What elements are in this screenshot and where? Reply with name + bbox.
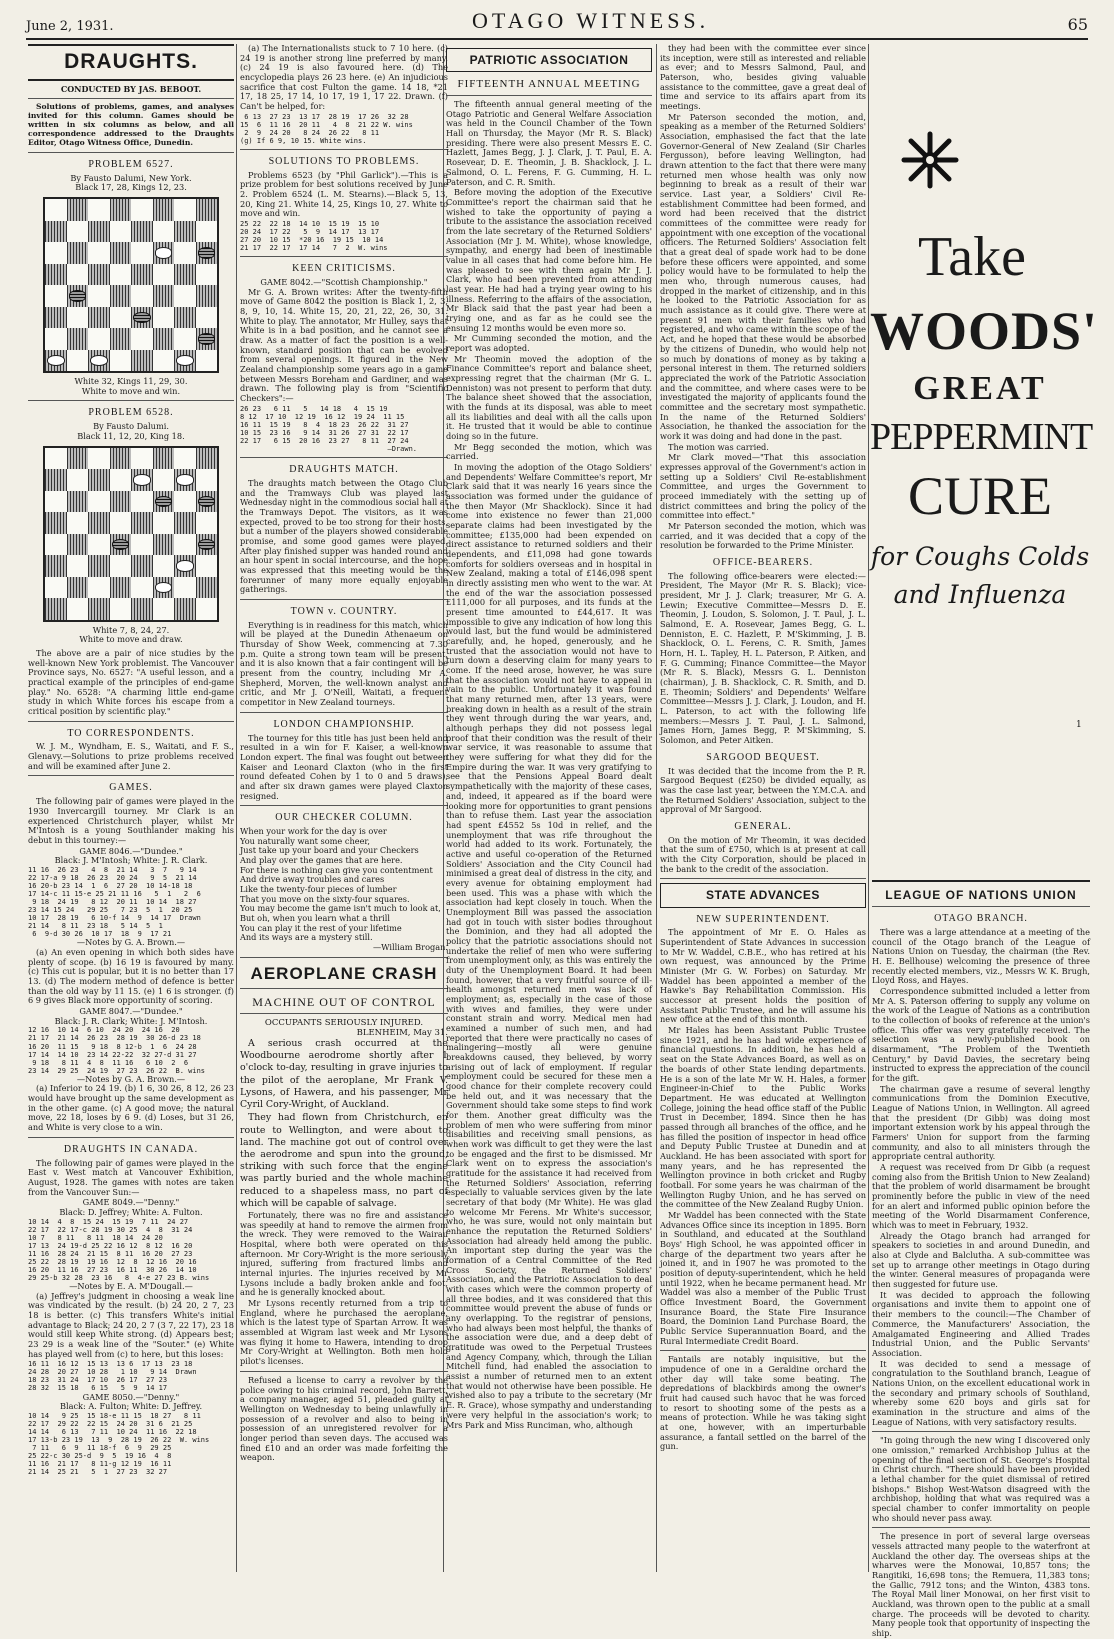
board-square — [131, 512, 153, 534]
column-4 — [660, 44, 866, 1572]
draughts-match-text: The draughts match between the Otago Club and the Tramways Club was played last Wednesday night in the commodious social hall at the Tramways Depot. The visitors, as it was expected, proved to be too strong for their hosts, but a number of the players showed considerable promise, and some good games were played. After play finished supper was handed round and an hour spent in social intercourse, and the hope was expressed that this meeting would be the forerunner of many more equally enjoyable gatherings. — [240, 477, 448, 595]
patriotic-paragraph: Mr Cumming seconded the motion, and the report was adopted. — [446, 333, 652, 353]
game-8047-notes-title: —Notes by G. A. Brown.— — [76, 1073, 186, 1084]
masthead — [26, 10, 1088, 40]
board-square — [45, 598, 67, 620]
board-square — [131, 448, 153, 470]
town-country-text: Everything is in readiness for this match, which will be played at the Dunedin Athenaeum on Thursday of Show Week, commencing at 7.30 p.m. Quite a strong town team will be present, and it is also known that a fair contingent will be present from the country, including Mr A. Shepherd, Morven, the well-known analyst and critic, and Mr J. O'Neill, Waitati, a frequent competitor in New Zealand tourneys. — [240, 619, 448, 708]
board-square — [45, 285, 67, 307]
board-square — [110, 264, 132, 286]
board-square — [67, 512, 89, 534]
fantail-item: Fantails are notably inquisitive, but the impudence of one in a Geraldine orchard the other day will take some beating. The depredations of blackbirds among the owner's fruit had caused such havoc that he was forced to resort to shooting some of the pests as a means of protection. While he was taking sight at one, however, with an imperturbable assurance, a fantail settled on the barrel of the gun. — [660, 1354, 866, 1452]
ad-mark: 1 — [1076, 720, 1082, 730]
games-title: GAMES. — [109, 782, 153, 794]
board-square — [67, 285, 89, 307]
board-square — [110, 512, 132, 534]
column-rule — [236, 44, 237, 1572]
board-square — [45, 350, 67, 372]
board-square — [153, 350, 175, 372]
board-square — [110, 491, 132, 513]
draughts-conductor: CONDUCTED BY JAS. BEBOOT. — [60, 83, 202, 94]
divider — [240, 957, 448, 958]
game-8050-moves: 10 14 9 25 15 18-e 11 15 18 27 8 11 22 17 29 22 22 15 24 20 31 6 21 25 14 14 6 13 7 11 10 24 11 16 22 18 17 13-b 23 19 13 9 28 19 26 22 W. wins 7 11 6 9 11 18-f 6 9 29 25 25 22-c 30 25-d 9 5 19 16 4 8 11 16 21 17 8 11-g 12 19 16 11 21 14 25 21 5 1 27 23 32 27 — [28, 1411, 210, 1477]
game-notes-moves: 6 13 27 23 13 17 28 19 17 26 32 28 15 6 11 16 20 11 4 8 21 22 W. wins 2 9 24 20 8 24 26 22 8 11 (g) If 6 9, 10 15. White wins. — [240, 112, 413, 145]
patriotic-paragraph: Mr Clark moved—"That this association expresses approval of the Government's action in setting up a Soldiers' Civil Re-establishment Committee, and urges the Government to proceed immediately with the setting up of district committees and bring the policy of the committee into effect." — [660, 452, 866, 521]
divider — [872, 880, 1090, 882]
board-square — [67, 242, 89, 264]
board-square — [110, 307, 132, 329]
board-square — [174, 242, 196, 264]
board-square — [110, 199, 132, 221]
london-title: LONDON CHAMPIONSHIP. — [273, 718, 415, 730]
patriotic-paragraph: The motion was carried. — [668, 441, 769, 452]
board-square — [88, 448, 110, 470]
board-square — [174, 598, 196, 620]
board-square — [174, 534, 196, 556]
board-square — [88, 491, 110, 513]
issue-date: June 2, 1931. — [26, 19, 114, 34]
board-square — [196, 307, 218, 329]
draughts-heading: DRAUGHTS. — [28, 44, 234, 81]
game-8049-extra-moves: 16 11 16 12 15 13 13 6 17 13 23 18 24 28 20 27 10 28 1 10 9 14 Drawn 18 23 31 24 17 10 26 17 27 23 28 32 15 18 6 15 5 9 14 17 — [28, 1360, 197, 1393]
patriotic-paragraph: they had been with the committee ever since its inception, were still as interested and reliable as ever; and to Messrs Salmond, Paul, and Paterson, who, besides giving valuable assistance to the committee, gave a great deal of time and service to its affairs apart from its meetings. — [660, 43, 866, 112]
poem-title: OUR CHECKER COLUMN. — [275, 812, 413, 824]
game-8046-notes-title: —Notes by G. A. Brown.— — [76, 937, 186, 948]
divider — [872, 1431, 1090, 1432]
white-piece — [133, 474, 151, 486]
board-square — [153, 242, 175, 264]
board-square — [131, 285, 153, 307]
board-square — [110, 448, 132, 470]
patriotic-paragraph: Mr Theomin moved the adoption of the Finance Committee's report and balance sheet, expressing regret that the chairman (Mr G. L. Denniston) was not present to perform that duty. The balance sheet showed that the association, with the funds at its disposal, was able to meet all its liabilities and deal with all the calls upon it. He trusted that it would be able to continue doing so in the future. — [446, 353, 652, 441]
board-square — [88, 534, 110, 556]
divider — [240, 1013, 448, 1014]
board-square — [131, 598, 153, 620]
general-title: GENERAL. — [734, 820, 792, 832]
board-square — [131, 328, 153, 350]
divider — [240, 1371, 448, 1372]
board-square — [131, 491, 153, 513]
patriotic-paragraph: The fifteenth annual general meeting of the Otago Patriotic and General Welfare Association was held in the Council Chamber of the Town Hall on Thursday, the Mayor (Mr R. S. Black) presiding. There were also present Messrs E. C. Hazlett, James Begg, J. J. Clark, J. T. Paul, E. A. Rosevear, D. E. Theomin, J. B. Shacklock, J. L. Salmond, O. L. Ferens, F. G. Cumming, H. L. Paterson, and C. R. Smith. — [446, 99, 652, 187]
board-square — [196, 328, 218, 350]
white-piece — [47, 355, 65, 367]
sargood-title: SARGOOD BEQUEST. — [706, 751, 820, 763]
crash-dateline: BLENHEIM, May 31. — [356, 1028, 448, 1038]
divider — [28, 775, 234, 776]
keen-criticisms-title: KEEN CRITICISMS. — [292, 263, 396, 275]
board-square — [153, 469, 175, 491]
board-square — [131, 350, 153, 372]
board-square — [88, 264, 110, 286]
board-square — [88, 242, 110, 264]
problem-6527-board — [43, 197, 219, 373]
problem-6528-white: White 7, 8, 24, 27. — [92, 624, 170, 635]
problem-6527-black: Black 17, 28, Kings 12, 23. — [75, 182, 187, 193]
board-square — [45, 555, 67, 577]
ad-tagline-1: for Coughs Colds — [870, 542, 1090, 571]
board-square — [131, 307, 153, 329]
crash-paragraph: Mr Lysons recently returned from a trip to England, where he purchased the aeroplane, which is the latest type of Spartan Arrow. It was assembled at Wigram last week and Mr Lysons was flying it home to Hawera, intending to drop Mr Cory-Wright at Wellington. Both men hold pilot's licenses. — [240, 1298, 448, 1367]
board-square — [45, 242, 67, 264]
game-8046-title: GAME 8046.—"Dundee." — [79, 845, 183, 856]
board-square — [110, 221, 132, 243]
board-square — [196, 469, 218, 491]
office-bearers-text: The following office-bearers were elected:—President, The Mayor (Mr R. S. Black); vice-president, Mr J. J. Clark; treasurer, Mr G. A. Lewin; Executive Committee—Messrs D. E. Theomin, J. Loudon, S. Solomon, J. T. Paul, J. L. Salmond, E. A. Rosevear, James Begg, G. L. Denniston, E. C. Hazlett, P. M'Skimming, J. B. Shacklock, O. L. Ferens, C. R. Smith, James Horn, H. L. Tapley, H. L. Paterson, P. Aitken, and F. G. Cumming; Finance Committee—the Mayor (Mr R. S. Black), Messrs G. L. Denniston (chairman), J. B. Shacklock, C. R. Smith, and D. E. Theomin; Soldiers' and Dependents' Welfare Committee—Messrs J. J. Clark, J. Loudon, and H. L. Paterson, to act with the following life members:—Messrs J. T. Paul, J. L. Salmond, James Horn, James Begg, P. M'Skimming, S. Solomon, and Peter Aitken. — [660, 570, 866, 746]
league-paragraph: A request was received from Dr Gibb (a request coming also from the British Union to New Zealand) that the problem of world disarmament be brought prominently before the public in view of the need for an alert and informed public opinion before the meeting of the World Disarmament Conference, which was to meet in February, 1932. — [872, 1162, 1090, 1231]
divider — [240, 149, 448, 150]
game-8049-players: Black: D. Jeffrey; White: A. Fulton. — [59, 1206, 203, 1217]
board-square — [45, 221, 67, 243]
problems-note: The above are a pair of nice studies by the well-known New York problemist. The Vancouver Province says, No. 6527: "A useful lesson, and a practical example of the principles of end-game play." No. 6528: "A charming little end-game study in which White forces his escape from a critical position by scientific play." — [28, 647, 234, 716]
board-square — [45, 469, 67, 491]
ad-take: Take — [918, 226, 1027, 288]
board-square — [67, 448, 89, 470]
board-square — [88, 555, 110, 577]
board-square — [88, 285, 110, 307]
board-square — [174, 264, 196, 286]
board-square — [196, 555, 218, 577]
ad-peppermint: PEPPERMINT — [870, 416, 1093, 458]
shipping-item: The presence in port of several large overseas vessels attracted many people to the waterfront at Auckland the other day. The overseas ships at the wharves were the Monowai, 10,857 tons; the Rangitiki, 16,698 tons; the Remuera, 11,383 tons; the Gallic, 7912 tons; and the Winton, 4383 tons. The Royal Mail liner Monowai, on her first visit to Auckland, was thrown open to the public at a small charge. The proceeds will be devoted to charity. Many people took that opportunity of inspecting the ship. — [872, 1531, 1090, 1638]
ad-tagline-2: and Influenza — [893, 580, 1067, 609]
state-advances-paragraph: Mr Hales has been Assistant Public Trustee since 1921, and he has had wide experience of financial questions. In addition, he has held a seat on the State Advances Board, as well as on the boards of other State lending departments. He is a son of the late Mr W. H. Hales, a former Engineer-in-Chief to the Public Works Department. He was educated at Wellington College, joining the head office staff of the Public Trust in December, 1894. Since then he has passed through all branches of the office, and he has filled the position of inspector in head office and Deputy Public Trustee at Dunedin and at Auckland. He has been associated with sport for many years, and he has represented the Wellington province in both cricket and Rugby football. For some years he was chairman of the Wellington Rugby Union, and he has served on the committee of the New Zealand Rugby Union. — [660, 1025, 866, 1210]
board-square — [153, 448, 175, 470]
game-8049-title: GAME 8049.—"Denny." — [82, 1197, 180, 1208]
league-subheading: OTAGO BRANCH. — [934, 913, 1028, 925]
divider — [28, 1137, 234, 1138]
board-square — [45, 199, 67, 221]
newspaper-title: OTAGO WITNESS. — [472, 8, 710, 33]
board-square — [88, 221, 110, 243]
board-square — [174, 448, 196, 470]
black-piece — [133, 312, 151, 324]
board-square — [174, 199, 196, 221]
board-square — [67, 491, 89, 513]
problem-6527-task: White to move and win. — [81, 385, 181, 396]
game-8049-notes-title: —Notes by E. A. M'Dougall.— — [69, 1280, 193, 1291]
board-square — [110, 598, 132, 620]
board-square — [88, 350, 110, 372]
game-8050-title: GAME 8050.—"Denny." — [82, 1391, 180, 1402]
board-square — [110, 469, 132, 491]
board-square — [174, 350, 196, 372]
board-square — [110, 534, 132, 556]
town-country-title: TOWN v. COUNTRY. — [290, 605, 398, 617]
solutions-title: SOLUTIONS TO PROBLEMS. — [268, 155, 420, 167]
divider — [446, 95, 652, 96]
black-piece — [198, 333, 216, 345]
london-text: The tourney for this title has just been held and resulted in a win for F. Kaiser, a well-known London expert. The final was fought out between Kaiser and Leonard Claxton (who in the first round defeated Cohen by 1 to 0 and 5 draws), and after six drawn games were played Claxton resigned. — [240, 732, 448, 801]
draughts-column — [28, 44, 234, 1572]
league-paragraph: Already the Otago branch had arranged for speakers to societies in and around Dunedin, and also at Clyde and Balclutha. A sub-committee was set up to arrange other meetings in Otago during the winter. General measures of propaganda were then suggested for future use. — [872, 1230, 1090, 1290]
patriotic-subheading: FIFTEENTH ANNUAL MEETING — [457, 78, 641, 91]
draughts-intro: Solutions of problems, games, and analyses invited for this column. Games should be written in six columns as below, and all correspondence addressed to the Draughts Editor, Otago Witness Office, Dunedin. — [28, 102, 234, 148]
patriotic-paragraph: In moving the adoption of the Otago Soldiers' and Dependents' Welfare Committee's report, Mr Clark said that it was nearly 16 years since the association was formed under the guidance of the then Mayor (Mr Shacklock). Since it had come into existence no fewer than 21,000 separate claims had been investigated by the committee; £135,000 had been expended on direct assistance to returned soldiers and their dependents, and £11,098 had gone towards comforts for soldiers overseas and in hospital in New Zealand, making a total of £146,098 spent in directly assisting men who went to the war. At the end of the war the association possessed £111,000 for all purposes, and its funds at the present time amounted to £44,617. It was impossible to give any indication of how long this would last, but the fund would be administered carefully, and, he hoped, generously, and he trusted that the association would not have to turn down a deserving claim for many years to come. If the need arose, however, he was sure that the association would not have to appeal in vain to the public. Unfortunately it was found that many returned men, after 13 years, were breaking down in health as a result of the strain they went through during the war years, and, although perhaps they did not possess legal proof that their condition was the result of their war service, it was reasonable to assume that they were suffering for what they did for the Empire during the war. It was very gratifying to see that the Pensions Appeal Board dealt sympathetically with the majority of these cases, and, indeed, it appeared as if the board were looking more for opportunities to grant pensions than to refuse them. Last year the association had spent £4552 5s 10d in relief, and the unemployment that was rife throughout the world had added to its work. Fortunately, the active and useful co-operation of the Returned Soldiers' Association and the City Council had minimised a great deal of distress in the city, and every avenue for obtaining employment had been used. This was a phase with which the association had kept closely in touch. When the Unemployment Bill was passed the association had got in touch with sister bodies throughout the Dominion, and they had all adopted the policy that the patriotic associations should not undertake the relief of men who were suffering from unemployment only, as this was entirely the duty of the Unemployment Board. It had been found, however, that a very fruitful source of ill-health amongst returned men was lack of employment; as, especially in the case of those with wives and families, they were under constant strain and worry. Medical men had examined a number of such men, and had reported that there were practically no cases of malingering—mostly all were genuine breakdowns caused, they believed, by worry arising out of lack of employment. If regular employment could be secured for these men a good chance for their complete recovery could be held out, and it was necessary that the Government should take some steps to find work for them. Another great difficulty was the problem of men who were suffering from minor disabilities and receiving small pensions, as when work was difficult to get they were the last to be engaged and the first to be dismissed. Mr Clark went on to express the association's gratitude for the assistance it had received from the Returned Soldiers' Association, referring especially to valuable services given by the late secretary of that body (Mr White). He was glad to welcome Mr Ferens. Mr White's successor, who, he was sure, would not only maintain but enhance the reputation the Returned Soldiers' Association had already held among the public. An important step during the year was the formation of a Central Committee of the Red Cross Society, the Returned Soldiers' Association, and the Patriotic Association to deal with cases which were the common property of all three bodies, and it was considered that this committee would prevent the abuse of funds or any overlapping. To the registrar of pensions, who had always been most helpful, the thanks of the association were due, and a deep debt of gratitude was owed to the Perpetual Trustees and Agency Company, which, through the Lilian Mitchell fund, had enabled the association to assist a number of returned men to an extent that would not otherwise have been possible. He wished also to pay a tribute to the secretary (Mr E. R. Grace), whose sympathy and understanding were very helpful in the association's work; to Mrs Park and Miss Runciman, who, although — [446, 461, 652, 1430]
board-square — [110, 242, 132, 264]
board-square — [196, 512, 218, 534]
black-piece — [155, 496, 173, 508]
game-8047-moves: 12 16 10 14 6 10 24 20 24 16 20 21 17 21 14 26 23 28 19 30 26-d 23 18 16 20 11 15 9 18 8 12-b 1 6 24 28 17 14 14 10 23 14 22-22 32 27-d 31 27 9 18 8 11 4 8 11 16 6 10 2 6 23 14 29 25 24 19 27 23 26 22 B. wins — [28, 1026, 206, 1075]
league-headline: LEAGUE OF NATIONS UNION — [885, 888, 1077, 902]
board-square — [153, 328, 175, 350]
board-square — [196, 598, 218, 620]
sargood-text: It was decided that the income from the P. R. Sargood Bequest (£250) be divided equally, as was the case last year, between the Y.M.C.A. and the Returned Soldiers' Association, subject to the approval of Mr Sargood. — [660, 765, 866, 815]
board-square — [153, 264, 175, 286]
board-square — [174, 555, 196, 577]
board-square — [196, 285, 218, 307]
keen-criticisms-text: Mr G. A. Brown writes: After the twenty-fifth move of Game 8042 the position is Black 1, 2, 3, 8, 9, 10, 14. White 15, 20, 21, 22, 26, 30, 31. White to play. The annotator, Mr Hulley, says that White is in a bad position, and he cannot see a draw. As a matter of fact the position is a well-known, standard position that can be evolved from several openings. It figured in the New Zealand championship some years ago in a game between Messrs Boreham and Gardiner, and was drawn. The following play is from "Scientific Checkers":— — [240, 286, 448, 404]
game-8049-moves: 10 14 4 8 15 24 15 19 7 11 24 27 22 17 22 17-c 28 19 30 25 4 8 31 24 10 7 8 11 8 11 18 14 24 20 17 13 24 19-d 25 22 16 12 8 12 16 20 11 16 28 24 21 15 8 11 16 20 27 23 25 22 28 19 19 16 12 8 12 16 20 16 16 20 11 16 27 23 16 11 30 26 14 10 29 25-b 32 28 23 16 8 4-e 27 23 B. wins — [28, 1217, 210, 1282]
crash-paragraph: Fortunately, there was no fire and assistance was speedily at hand to remove the airmen from the wreck. They were removed to the Wairau Hospital, where both were operated on this afternoon. Mr Cory-Wright is the more seriously injured, suffering from fractured limbs and internal injuries. The injuries received by Mr Lysons include a badly broken ankle and foot, and he is generally knocked about. — [240, 1210, 448, 1298]
problem-6528-title: PROBLEM 6528. — [88, 407, 174, 419]
board-square — [67, 221, 89, 243]
divider — [872, 906, 1090, 907]
league-paragraph: The chairman gave a resume of several lengthy communications from the Dominion Executive, League of Nations Union, in Wellington. All agreed that the president (Dr Gibb) was doing most important extension work by his appeal through the Farmers' Union for support from the farming community, and also to all ministers through the appropriate central authority. — [872, 1083, 1090, 1162]
board-square — [45, 534, 67, 556]
board-square — [153, 491, 175, 513]
board-square — [131, 221, 153, 243]
league-paragraph: Correspondence submitted included a letter from Mr A. S. Paterson offering to supply any volume on the work of the League of Nations as a contribution to the collection of books of reference at the union's office. This offer was very gratefully received. The selection was a newly-published book on disarmament, "The Problem of the Twentieth Century," by David Davies, the secretary being instructed to express the appreciation of the council for the gift. — [872, 985, 1090, 1084]
divider — [240, 988, 448, 989]
board-square — [174, 469, 196, 491]
keen-criticisms-game: GAME 8042.—"Scottish Championship." — [260, 277, 428, 288]
board-square — [45, 491, 67, 513]
state-advances-headline: STATE ADVANCES — [660, 883, 866, 907]
games-intro: The following pair of games were played in the 1930 Invercargill tourney. Mr Clark is an experienced Christchurch player, whilst Mr M'Intosh is a young Southlander making his debut in this tourney:— — [28, 796, 234, 845]
patriotic-paragraph: Before moving the adoption of the Executive Committee's report the chairman said that he wished to take the opportunity of paying a tribute to the assistance the association received from the late secretary of the Returned Soldiers' Association (Mr J. M. White), whose knowledge, sympathy, and energy had been of inestimable value in all cases that had come before him. He was pleased to see with them again Mr J. J. Clark, who had been prevented from attending last year. He had had a trying year owing to his illness. Referring to the affairs of the association, Mr Black said that the past year had been a trying one, and as far as he could see the ensuing 12 months would be even more so. — [446, 187, 652, 333]
problem-6528-black: Black 11, 12, 20, King 18. — [77, 430, 185, 441]
board-square — [153, 577, 175, 599]
state-advances-subheading: NEW SUPERINTENDENT. — [696, 913, 830, 925]
correspondents-title: TO CORRESPONDENTS. — [67, 727, 195, 739]
board-square — [45, 307, 67, 329]
board-square — [131, 555, 153, 577]
black-piece — [198, 496, 216, 508]
problem-6527-author: By Fausto Dalumi, New York. — [70, 172, 192, 183]
board-square — [131, 199, 153, 221]
office-bearers-title: OFFICE-BEARERS. — [712, 556, 814, 568]
board-square — [131, 242, 153, 264]
woods-peppermint-advertisement — [870, 110, 1099, 870]
problem-6527-white: White 32, Kings 11, 29, 30. — [74, 376, 188, 387]
white-piece — [176, 355, 194, 367]
ad-woods: WOODS' — [870, 301, 1099, 361]
board-square — [131, 469, 153, 491]
board-square — [131, 264, 153, 286]
board-square — [196, 221, 218, 243]
game-8046-moves: 11 16 26 23 4 8 21 14 3 7 9 14 22 17-a 9 18 26 23 20 24 9 5 21 14 16 20-b 23 14 1 6 27 20 10 14-18 18 17 14-c 11 15-e 25 21 11 16 5 1 2 6 9 18 24 19 8 12 20 11 10 14 18 27 23 14 15 24 29 25 7 23 5 1 20 25 10 17 28 19 6 10-f 14 9 14 17 Drawn 21 14 8 11 23 18 5 14 5 1 6 9-d 30 26 10 17 18 9 17 21 — [28, 865, 201, 939]
board-square — [67, 350, 89, 372]
patriotic-paragraph: Mr Paterson seconded the motion, and, speaking as a member of the Returned Soldiers' Association, emphasised the fact that the late Governor-General of New Zealand (Sir Charles Fergusson), before leaving Wellington, had drawn attention to the fact that there were many returned men whose health was only now beginning to break as a result of their war service. Last year, a Soldiers' Civil Re-establishment Committee had been formed, and word had been received that the district committees of the committee were ready for appointment with one exception of the vocational officers. The Returned Soldiers' Association felt that a great deal of spade work had to be done before these officers were appointed, and some policy would have to be formulated to help the men who, through numerous causes, had dropped in the market of citizenship, and in this he looked to the Patriotic Association for as much assistance as it could give. There were at present 91 men with their families who had registered, and who came within the scope of the Act, and he hoped that these would be absorbed by the citizens of Dunedin, who would help not so much by donations of money as by taking a personal interest in them. The returned soldiers appreciated the work of the Patriotic Association and the committee, and where cases were to be investigated the majority of applicants found the committee and the secretary most sympathetic. In the name of the Returned Soldiers' Association, he thanked the association for the work it was doing and had done in the past. — [660, 111, 866, 441]
board-square — [110, 350, 132, 372]
draughts-match-title: DRAUGHTS MATCH. — [289, 464, 399, 476]
divider — [872, 1527, 1090, 1528]
game-8046-players: Black: J. M'Intosh; White: J. R. Clark. — [54, 855, 208, 866]
divider — [28, 721, 234, 722]
state-advances-paragraph: Mr Waddel has been connected with the State Advances Office since its inception in 1895. Born in Southland, and educated at the Southland Boys' High School, he was appointed officer in charge of the department two years after he joined it, and in 1907 he was promoted to the position of deputy-superintendent, which he held until 1922, when he became permanent head. Mr Waddel was also a member of the Public Trust Office Investment Board, the Government Insurance Board, the State Fire Insurance Board, the Dominion Land Purchase Board, the Public Service Superannuation Board, and the Rural Intermediate Credit Board. — [660, 1209, 866, 1346]
board-square — [196, 448, 218, 470]
board-square — [174, 285, 196, 307]
poem-author: —William Brogan. — [372, 942, 448, 953]
crash-headline: AEROPLANE CRASH — [250, 963, 438, 983]
problem-6528-author: By Fausto Dalumi. — [93, 421, 169, 432]
board-square — [196, 491, 218, 513]
divider — [240, 712, 448, 713]
black-piece — [198, 247, 216, 259]
board-square — [196, 242, 218, 264]
game-8047-notes: (a) Inferior to 24 19. (b) 1 6, 30 26, 8 12, 26 23 would have brought up the same development as in the other game. (c) A good move; the natural move, 22 18, loses by 6 9. (d) Loses, but 31 26, and White is very close to a win. — [28, 1083, 234, 1133]
board-square — [110, 285, 132, 307]
board-square — [153, 307, 175, 329]
board-square — [67, 577, 89, 599]
page-number: 65 — [1067, 15, 1088, 34]
board-square — [45, 512, 67, 534]
poem-text: When your work for the day is over You naturally want some cheer, Just take up your board and your Checkers And play over the games that are here. For there is nothing can give you contentment And drive away troubles and cares Like the twenty-four pieces of lumber That you move on the sixty-four squares. You may become the game isn't much to look at, But oh, when you learn what a thrill You can play it the rest of your lifetime And its ways are a mystery still. — [240, 826, 441, 943]
divider — [28, 152, 234, 153]
board-square — [110, 328, 132, 350]
ad-cure: CURE — [907, 466, 1053, 526]
board-square — [67, 264, 89, 286]
divider — [660, 1350, 866, 1351]
board-square — [67, 307, 89, 329]
board-square — [67, 199, 89, 221]
league-paragraph: It was decided to approach the following organisations and invite them to appoint one of their members to the council:—The Chamber of Commerce, the Manufacturers' Association, the Amalgamated Engineering and Allied Trades Industrial Union, and the Public Servants' Association. — [872, 1289, 1090, 1358]
ad-great: GREAT — [913, 370, 1047, 407]
board-square — [153, 199, 175, 221]
keen-criticisms-moves: 26 23 6 11 5 14 18 4 15 19 8 12 17 10 12 19 16 12 19 24 11 15 16 11 15 19 8 4 18 23 26 22 31 27 10 15 23 16 9 14 31 26 27 31 22 17 22 17 6 15 20 16 23 27 8 11 27 24 —Drawn. — [240, 404, 418, 453]
board-square — [196, 577, 218, 599]
league-paragraph: It was decided to send a message of congratulation to the Southland branch, League of Nations Union, on the excellent educational work in the secondary and primary schools of Southland, whereby some 620 boys and girls sat for examination in the structure and aims of the League of Nations, with very satisfactory results. — [872, 1358, 1090, 1427]
board-square — [45, 328, 67, 350]
board-square — [110, 577, 132, 599]
white-piece — [90, 355, 108, 367]
board-square — [174, 221, 196, 243]
black-piece — [69, 290, 87, 302]
crash-subheading-2: OCCUPANTS SERIOUSLY INJURED. — [264, 1017, 424, 1028]
board-square — [88, 512, 110, 534]
crash-paragraph: A serious crash occurred at the Woodbourne aerodrome shortly after 1 o'clock to-day, resulting in grave injuries to the pilot of the aeroplane, Mr Frank V. Lysons, of Hawera, and his passenger, Mr Cyril Cory-Wright, of Auckland. — [240, 1038, 448, 1111]
solutions-moves: 25 22 22 18 14 10 15 19 15 10 20 24 17 22 5 9 14 17 13 17 27 20 10 15 *20 16 19 15 10 14 21 17 22 17 17 14 7 2 W. wins — [240, 220, 388, 253]
board-square — [110, 555, 132, 577]
board-square — [196, 350, 218, 372]
divider — [240, 256, 448, 257]
board-square — [45, 448, 67, 470]
board-square — [153, 285, 175, 307]
divider — [240, 805, 448, 806]
league-paragraph: There was a large attendance at a meeting of the council of the Otago branch of the League of Nations Union on Tuesday, the chairman (the Rev. H. E. Bellhouse) welcoming the presence of three recently elected members, viz., Messrs W. K. Brugh, Lloyd Ross, and Hayes. — [872, 926, 1090, 986]
board-square — [131, 577, 153, 599]
board-square — [131, 534, 153, 556]
white-piece — [176, 474, 194, 486]
white-piece — [155, 582, 173, 594]
white-piece — [176, 560, 194, 572]
canada-title: DRAUGHTS IN CANADA. — [63, 1143, 199, 1155]
board-square — [45, 577, 67, 599]
black-piece — [198, 539, 216, 551]
board-square — [88, 469, 110, 491]
board-square — [88, 199, 110, 221]
game-notes-continued: (a) The Internationalists stuck to 7 10 here. (c) 24 19 is another strong line preferred by many. (c) 24 19 is also favoured here. (d) The encyclopedia plays 26 23 here. (e) An injudicious sacrifice that cost Fulton the game. 14 18, *21 17, 18 25, 17 14, 10 17, 19 1, 17 22. Drawn. (f) Can't be helped, for: — [240, 43, 448, 112]
board-square — [67, 598, 89, 620]
board-square — [45, 264, 67, 286]
game-8047-title: GAME 8047.—"Dundee." — [79, 1006, 183, 1017]
canada-intro: The following pair of games were played in the East v. West match at Vancouver Exhibition, August, 1928. The games with notes are taken from the Vancouver Sun:— — [28, 1157, 234, 1197]
column-2 — [240, 44, 448, 1572]
game-8050-players: Black: A. Fulton; White: D. Jeffrey. — [59, 1401, 203, 1412]
divider — [240, 457, 448, 458]
game-8046-notes: (a) An even opening in which both sides have plenty of scope. (b) 16 19 is favoured by many. (c) This cut is popular, but it is no better than 17 13. (d) The modern method of defence is better than the old way by 11 15. (e) 1 6 is stronger. (f) 6 9 gives Black more opportunity of scoring. — [28, 947, 234, 1006]
patriotic-headline: PATRIOTIC ASSOCIATION — [446, 48, 652, 72]
problem-6527-title: PROBLEM 6527. — [88, 158, 174, 170]
black-piece — [112, 539, 130, 551]
divider — [28, 400, 234, 401]
game-8047-players: Black: J. R. Clark; White: J. M'Intosh. — [54, 1015, 208, 1026]
divider — [28, 98, 234, 99]
column-3 — [446, 44, 652, 1572]
divider — [240, 599, 448, 600]
board-square — [88, 598, 110, 620]
correspondents-text: W. J. M., Wyndham, E. S., Waitati, and F. S., Glenavy.—Solutions to prize problems received and will be examined after June 2. — [28, 741, 234, 771]
board-square — [153, 598, 175, 620]
board-square — [153, 512, 175, 534]
board-square — [174, 512, 196, 534]
board-square — [174, 577, 196, 599]
solutions-text: Problems 6523 (by "Phil Garlick").—This is a prize problem for best solutions received by June 2. Problem 6524 (L. M. Stearns).—Black 5, 13, 20, King 21. White 14, 25, Kings 10, 27. White to move and win. — [240, 169, 448, 219]
game-8049-notes: (a) Jeffrey's judgment in choosing a weak line was vindicated by the result. (b) 24 20, 2 7, 23 18 is better. (c) This transfers White's initial advantage to Black; 24 20, 2 7 (3 7, 22 17), 23 18 would still keep White strong. (d) Appears best; 23 29 is a weak line of the "Souter." (e) White has played well from (c) to here, but this loses: — [28, 1290, 234, 1359]
archbishop-item: "In going through the new wing I discovered only one omission," remarked Archbishop Julius at the opening of the final section of St. George's Hospital in Christ church. "There should have been provided a lethal chamber for the quiet dismissal of retired bishops." Bishop West-Watson disagreed with the archbishop, holding that what was required was a special chamber to confer immortality on people who should never pass away. — [872, 1435, 1090, 1523]
crash-subheading: MACHINE OUT OF CONTROL — [252, 994, 436, 1009]
board-square — [153, 534, 175, 556]
board-square — [174, 328, 196, 350]
patriotic-paragraph: Mr Paterson seconded the motion, which was carried, and it was decided that a copy of the resolution be forwarded to the Prime Minister. — [660, 520, 866, 551]
board-square — [88, 577, 110, 599]
problem-6528-board — [43, 446, 219, 622]
patriotic-paragraph: Mr Begg seconded the motion, which was carried. — [446, 441, 652, 462]
board-square — [174, 491, 196, 513]
board-square — [196, 199, 218, 221]
board-square — [153, 555, 175, 577]
general-text: On the motion of Mr Theomin, it was decided that the sum of £750, which is at present at call with the City Corporation, should be placed in the bank to the credit of the association. — [660, 834, 866, 874]
column-rule — [868, 44, 869, 1572]
crash-paragraph: They had flown from Christchurch, en route to Wellington, and were about to land. The machine got out of control over the aerodrome and spun into the ground, striking with such force that the engine was partly buried and the whole machine reduced to a shapeless mass, no part of which will be capable of salvage. — [240, 1112, 448, 1209]
problem-6528-task: White to move and draw. — [79, 634, 183, 645]
board-square — [196, 264, 218, 286]
board-square — [67, 328, 89, 350]
board-square — [67, 469, 89, 491]
board-square — [153, 221, 175, 243]
revolver-item: Refused a license to carry a revolver by the police owing to his criminal record, John Barrett, a company manager, aged 51, pleaded guilty at Wellington on Wednesday to being unlawfully in possession of a revolver and also to being in possession of an unregistered revolver for a longer period than seven days. The accused was fined £10 and an order was made forfeiting the weapon. — [240, 1374, 448, 1463]
board-square — [174, 307, 196, 329]
board-square — [67, 534, 89, 556]
league-of-nations-article — [872, 876, 1090, 1638]
divider — [660, 878, 866, 879]
white-piece — [155, 247, 173, 259]
board-square — [67, 555, 89, 577]
board-square — [88, 328, 110, 350]
board-square — [88, 307, 110, 329]
state-advances-paragraph: The appointment of Mr E. O. Hales as Superintendent of State Advances in succession to Mr W. Waddel, C.B.E., who has retired at his own request, was announced by the Prime Minister (Mr G. W. Forbes) on Saturday. Mr Waddel has been appointed a member of the Hawke's Bay Rehabilitation Commission. His successor at present holds the position of Assistant Public Trustee, and he will assume his new office at the end of this month. — [660, 927, 866, 1025]
flower-ornament-icon — [900, 130, 960, 190]
board-square — [196, 534, 218, 556]
column-rule — [656, 44, 657, 1572]
